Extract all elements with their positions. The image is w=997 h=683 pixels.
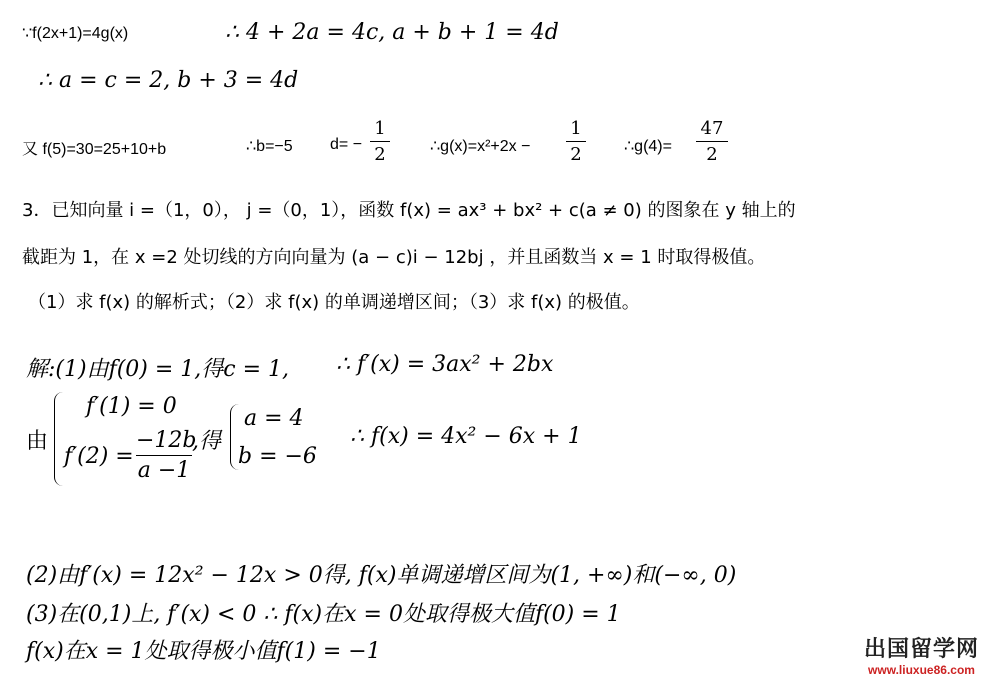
d-value-label: d= − <box>330 136 363 153</box>
system-equation-2-fraction: −12b a −1 <box>136 428 197 483</box>
result-b: b = −6 <box>238 444 317 469</box>
watermark-url: www.liuxue86.com <box>868 663 975 677</box>
derivative-expression: ∴ f′(x) = 3ax² + 2bx <box>336 352 554 377</box>
solution-part-2: (2)由f′(x) = 12x² − 12x > 0得, f(x)单调递增区间为(1, +∞)和(−∞, 0) <box>26 563 737 588</box>
solution-minimum: f(x)在x = 1处取得极小值f(1) = −1 <box>26 639 381 664</box>
solution-part-3: (3)在(0,1)上, f′(x) < 0 ∴ f(x)在x = 0处取得极大值f(0) = 1 <box>26 602 621 627</box>
solution-a-c: ∴ a = c = 2, b + 3 = 4d <box>38 68 299 93</box>
solution-step-c: 解:(1)由f(0) = 1,得c = 1, <box>26 357 290 382</box>
d-value-fraction: 1 2 <box>370 118 390 165</box>
system-prefix: 由 <box>26 429 49 454</box>
f5-equation: 又 f(5)=30=25+10+b <box>22 141 167 158</box>
g4-fraction: 47 2 <box>696 118 728 165</box>
g-function: ∴g(x)=x²+2x − <box>430 138 531 155</box>
watermark-title: 出国留学网 <box>863 637 979 662</box>
derived-equations: ∴ 4 + 2a = 4c, a + b + 1 = 4d <box>225 20 559 45</box>
system-brace <box>54 392 63 486</box>
b-value: ∴b=−5 <box>246 138 293 155</box>
system-equation-2-label: f′(2) = <box>64 444 134 469</box>
problem-3-line2: 截距为 1，在 x =2 处切线的方向向量为 (a − c)i − 12bj ，并且函数当 x = 1 时取得极值。 <box>22 247 766 268</box>
system-result-prefix: ,得 <box>192 429 221 454</box>
problem-3-questions: （1）求 f(x) 的解析式；（2）求 f(x) 的单调递增区间；（3）求 f(x) 的极值。 <box>28 292 640 313</box>
final-function: ∴ f(x) = 4x² − 6x + 1 <box>350 424 582 449</box>
result-a: a = 4 <box>244 406 304 431</box>
system-equation-1: f′(1) = 0 <box>86 394 177 419</box>
g4-label: ∴g(4)= <box>624 138 672 155</box>
given-condition: ∵f(2x+1)=4g(x) <box>22 25 129 42</box>
g-function-fraction: 1 2 <box>566 118 586 165</box>
problem-3-line1: 3．已知向量 i =（1，0）， j =（0，1），函数 f(x) = ax³ + bx² + c(a ≠ 0) 的图象在 y 轴上的 <box>22 200 796 221</box>
site-watermark <box>864 632 979 677</box>
